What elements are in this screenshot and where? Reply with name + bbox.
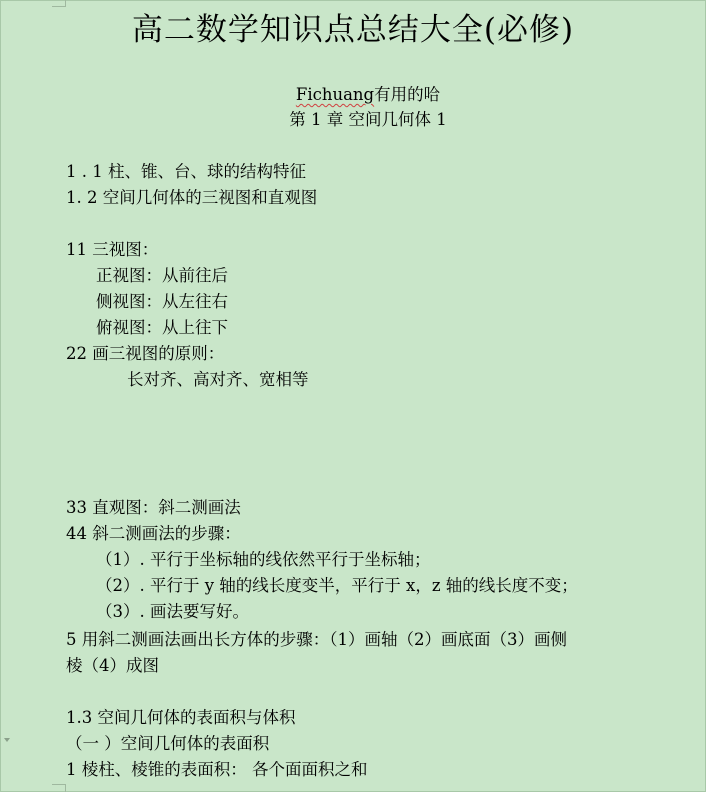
subtitle-latin-word: Fichuang (295, 85, 375, 104)
text-line: （一 ）空间几何体的表面积 (66, 734, 270, 753)
text-line: 22 画三视图的原则： (66, 344, 225, 363)
text-line: 1 . 1 柱、锥、台、球的结构特征 (66, 162, 306, 181)
crop-mark-top-horizontal (52, 6, 66, 7)
crop-mark-bottom-horizontal (52, 784, 66, 785)
text-line: 33 直观图：斜二测画法 (66, 498, 241, 517)
text-line: （3）. 画法要写好。 (96, 602, 249, 621)
text-line: 长对齐、高对齐、宽相等 (127, 370, 309, 389)
scroll-down-arrow-icon[interactable] (4, 738, 10, 742)
text-line: 1. 2 空间几何体的三视图和直观图 (66, 188, 318, 207)
text-line: 俯视图：从上往下 (96, 318, 228, 337)
document-subtitle (0, 84, 706, 106)
text-line: （2）. 平行于 y 轴的线长度变半，平行于 x，z 轴的线长度不变； (96, 576, 578, 595)
text-line: （1）. 平行于坐标轴的线依然平行于坐标轴； (96, 550, 431, 569)
text-line: 棱（4）成图 (66, 656, 159, 675)
text-line: 5 用斜二测画法画出长方体的步骤：（1）画轴（2）画底面（3）画侧 (66, 630, 567, 649)
crop-mark-top-vertical (65, 0, 66, 7)
text-line: 侧视图：从左往右 (96, 292, 228, 311)
chapter-heading: 第 1 章 空间几何体 1 (289, 110, 447, 129)
document-title: 高二数学知识点总结大全(必修) (131, 12, 575, 48)
text-line: 正视图：从前往后 (96, 266, 228, 285)
subtitle-rest: 有用的哈 (374, 85, 441, 104)
text-line: 1.3 空间几何体的表面积与体积 (66, 708, 296, 727)
text-line: 44 斜二测画法的步骤： (66, 524, 241, 543)
text-line: 1 棱柱、棱锥的表面积： 各个面面积之和 (66, 760, 368, 779)
text-line: 11 三视图： (66, 240, 159, 259)
crop-mark-bottom-vertical (65, 784, 66, 792)
